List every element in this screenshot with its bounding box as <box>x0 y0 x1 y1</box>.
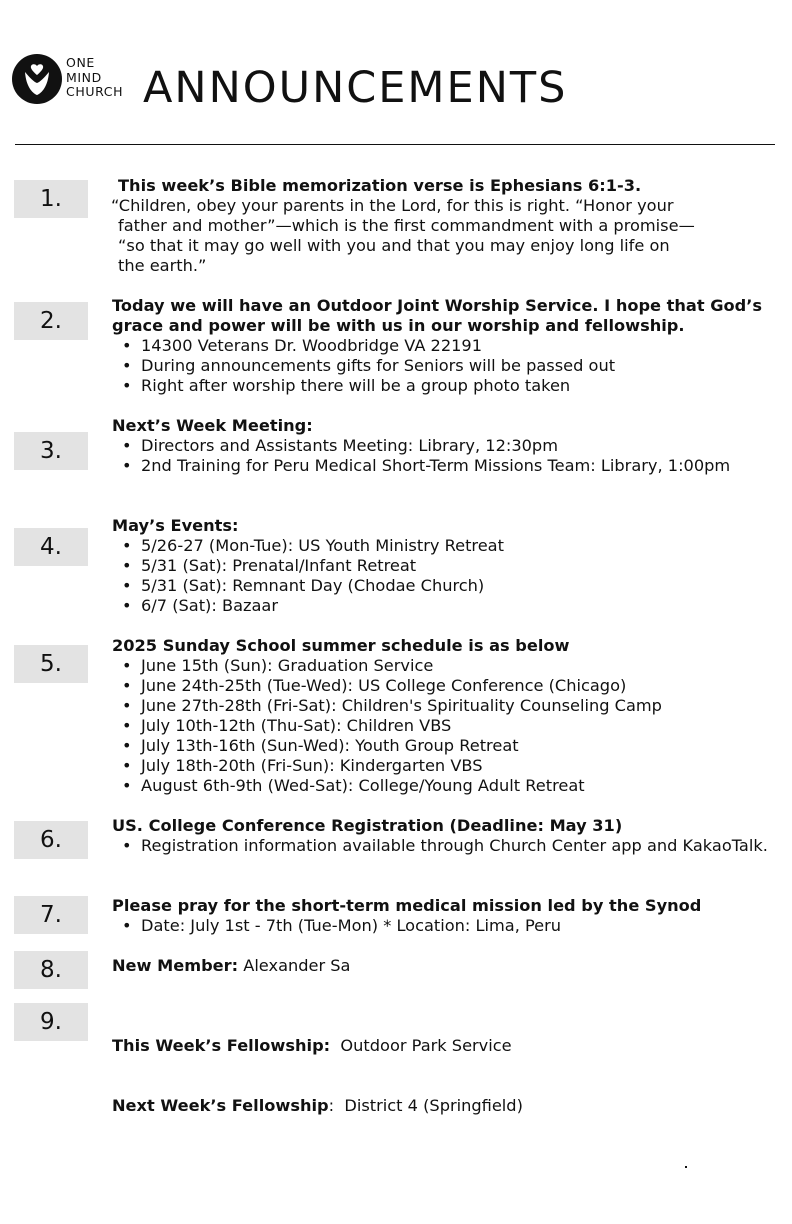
item-heading: Please pray for the short-term medical mission led by the Synod <box>112 896 702 915</box>
list-item: • June 15th (Sun): Graduation Service <box>112 656 772 676</box>
item-number-badge: 6. <box>14 821 88 859</box>
page-title: ANNOUNCEMENTS <box>143 63 568 113</box>
church-logo-icon <box>11 53 63 105</box>
item-number-badge: 8. <box>14 951 88 989</box>
verse-line: “so that it may go well with you and that you may enjoy long life on <box>118 236 670 255</box>
fellowship-value: Outdoor Park Service <box>330 1036 512 1055</box>
fellowship-value: : District 4 (Springfield) <box>328 1096 523 1115</box>
item-number-badge: 5. <box>14 645 88 683</box>
stray-dot <box>685 1166 687 1168</box>
logo-line: CHURCH <box>66 84 124 99</box>
verse-line: the earth.” <box>118 256 207 275</box>
item-heading: This week’s Bible memorization verse is Ephesians 6:1-3. <box>118 176 642 195</box>
announcement-item <box>112 996 772 1136</box>
announcement-item <box>112 416 772 476</box>
announcement-item <box>112 516 772 616</box>
announcement-item <box>112 176 778 276</box>
church-name <box>66 56 123 100</box>
new-member-label: New Member: <box>112 956 239 975</box>
list-item: • June 24th-25th (Tue-Wed): US College Conference (Chicago) <box>112 676 772 696</box>
list-item: • August 6th-9th (Wed-Sat): College/Young Adult Retreat <box>112 776 772 796</box>
item-number-badge: 2. <box>14 302 88 340</box>
list-item: • 2nd Training for Peru Medical Short-Term Missions Team: Library, 1:00pm <box>112 456 772 476</box>
list-item: • During announcements gifts for Seniors will be passed out <box>112 356 772 376</box>
item-number-badge: 3. <box>14 432 88 470</box>
announcement-item <box>112 956 772 976</box>
fellowship-label: Next Week’s Fellowship <box>112 1096 329 1115</box>
verse-line: “Children, obey your parents in the Lord, for this is right. “Honor your <box>111 196 674 215</box>
list-item: • Date: July 1st - 7th (Tue-Mon) * Location: Lima, Peru <box>112 916 772 936</box>
item-heading: 2025 Sunday School summer schedule is as below <box>112 636 570 655</box>
verse-line: father and mother”—which is the first commandment with a promise— <box>118 216 695 235</box>
list-item: • Right after worship there will be a group photo taken <box>112 376 772 396</box>
item-heading: US. College Conference Registration (Deadline: May 31) <box>112 816 623 835</box>
fellowship-line <box>112 1036 772 1056</box>
item-number-badge: 9. <box>14 1003 88 1041</box>
logo-line: MIND <box>66 69 102 85</box>
fellowship-line <box>112 1096 772 1116</box>
list-item: • July 10th-12th (Thu-Sat): Children VBS <box>112 716 772 736</box>
fellowship-label: This Week’s Fellowship: <box>112 1036 331 1055</box>
header-divider <box>15 144 775 145</box>
bullet-list <box>112 336 772 396</box>
list-item: • 5/26-27 (Mon-Tue): US Youth Ministry Retreat <box>112 536 772 556</box>
list-item: • 5/31 (Sat): Prenatal/Infant Retreat <box>112 556 772 576</box>
item-heading: Next’s Week Meeting: <box>112 416 313 435</box>
announcement-item <box>112 636 772 796</box>
item-heading: May’s Events: <box>112 516 239 535</box>
list-item: • Directors and Assistants Meeting: Library, 12:30pm <box>112 436 772 456</box>
logo-line: ONE <box>66 55 95 70</box>
item-number-badge: 1. <box>14 180 88 218</box>
bullet-list <box>112 916 772 936</box>
list-item: • July 13th-16th (Sun-Wed): Youth Group Retreat <box>112 736 772 756</box>
bullet-list <box>112 656 772 796</box>
list-item: • 6/7 (Sat): Bazaar <box>112 596 772 616</box>
bullet-list <box>112 536 772 616</box>
list-item: • June 27th-28th (Fri-Sat): Children's Spirituality Counseling Camp <box>112 696 772 716</box>
list-item: • Registration information available through Church Center app and KakaoTalk. <box>112 836 772 856</box>
announcement-item <box>112 896 772 936</box>
item-number-badge: 4. <box>14 528 88 566</box>
bullet-list <box>112 436 772 476</box>
announcement-item <box>112 296 772 396</box>
list-item: • 14300 Veterans Dr. Woodbridge VA 22191 <box>112 336 772 356</box>
bullet-list <box>112 836 772 856</box>
announcement-item <box>112 816 772 856</box>
new-member-value: Alexander Sa <box>238 956 351 975</box>
list-item: • 5/31 (Sat): Remnant Day (Chodae Church) <box>112 576 772 596</box>
item-number-badge: 7. <box>14 896 88 934</box>
list-item: • July 18th-20th (Fri-Sun): Kindergarten VBS <box>112 756 772 776</box>
item-heading: Today we will have an Outdoor Joint Worship Service. I hope that God’s grace and power will be with us in our worship and fellowship. <box>112 296 763 335</box>
